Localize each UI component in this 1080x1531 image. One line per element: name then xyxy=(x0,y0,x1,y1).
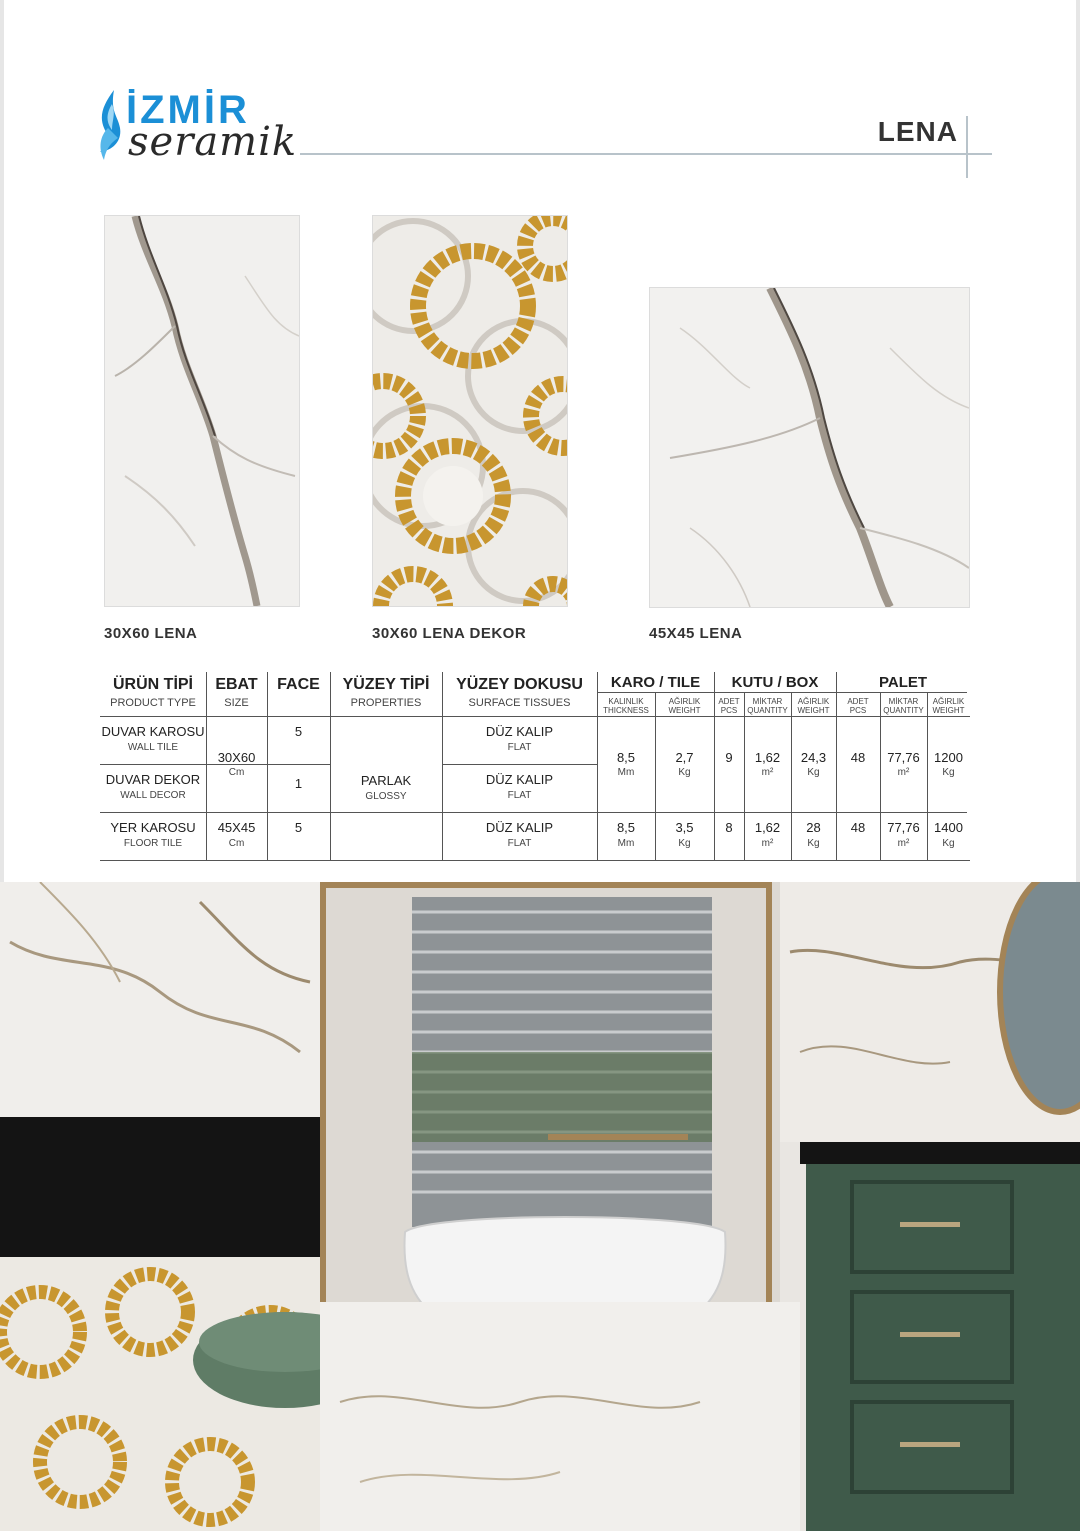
subheader-pallet-qty-en: QUANTITY xyxy=(883,706,924,715)
header-group-rule xyxy=(597,692,967,693)
tile-label-3: 45X45 LENA xyxy=(649,625,743,642)
subheader-box-pcs-en: PCS xyxy=(720,706,738,715)
subheader-box-weight xyxy=(791,697,836,715)
row1-type: DUVAR KAROSU xyxy=(101,724,205,739)
header-tile: KARO / TILE xyxy=(610,674,701,691)
floor-box-qty-unit: m² xyxy=(761,838,774,849)
tile-label-2: 30X60 LENA DEKOR xyxy=(372,625,527,642)
row3-face: 5 xyxy=(294,820,303,835)
floor-pallet-qty-unit: m² xyxy=(897,838,910,849)
subheader-pallet-weight-tr: AĞIRLIK xyxy=(932,697,965,706)
collection-title: LENA xyxy=(877,116,958,147)
subheader-thickness xyxy=(597,697,655,715)
tile-image-30x60-lena-dekor xyxy=(372,215,568,607)
header-surface-type: YÜZEY TİPİ xyxy=(342,676,430,693)
brand-name-bottom: seramik xyxy=(128,119,298,165)
wall-pallet-weight-unit: Kg xyxy=(942,767,955,778)
tile-image-45x45-lena xyxy=(649,287,970,608)
row1-face: 5 xyxy=(294,724,303,739)
subheader-pallet-pcs xyxy=(836,697,880,715)
wall-box-pcs: 9 xyxy=(725,750,733,765)
subheader-box-pcs-tr: ADET xyxy=(718,697,740,706)
row-rule-2b xyxy=(597,812,967,813)
floor-box-pcs: 8 xyxy=(725,820,733,835)
surface-type-value-en: GLOSSY xyxy=(365,791,407,802)
subheader-pallet-pcs-en: PCS xyxy=(849,706,867,715)
floor-size: 45X45 xyxy=(217,820,256,835)
row1-texture-en: FLAT xyxy=(507,742,532,753)
subheader-tile-weight xyxy=(655,697,714,715)
spec-table xyxy=(100,672,970,862)
header-surface-texture-en: SURFACE TISSUES xyxy=(468,697,571,709)
row2-face: 1 xyxy=(294,776,303,791)
floor-pallet-weight-unit: Kg xyxy=(942,838,955,849)
subheader-box-weight-en: WEIGHT xyxy=(797,706,830,715)
header-size: EBAT xyxy=(215,676,258,693)
wall-box-qty-unit: m² xyxy=(761,767,774,778)
row1-texture: DÜZ KALIP xyxy=(485,724,554,739)
floor-thickness-unit: Mm xyxy=(617,838,635,849)
row-rule-2 xyxy=(100,812,598,813)
subheader-thickness-en: THICKNESS xyxy=(603,706,649,715)
header-rule xyxy=(100,716,970,717)
row3-texture: DÜZ KALIP xyxy=(485,820,554,835)
header-divider xyxy=(966,116,968,178)
floor-box-weight-unit: Kg xyxy=(807,838,820,849)
wall-size: 30X60 xyxy=(217,750,256,765)
row-rule-1b xyxy=(442,764,598,765)
subheader-box-qty-tr: MİKTAR xyxy=(752,697,783,706)
bathroom-photo xyxy=(0,882,1080,1531)
header-rule xyxy=(300,153,992,155)
wall-thickness-unit: Mm xyxy=(617,767,635,778)
table-bottom-rule xyxy=(100,860,970,861)
row2-type: DUVAR DEKOR xyxy=(105,772,201,787)
header-product-type: ÜRÜN TİPİ xyxy=(113,676,193,693)
wall-tile-weight: 2,7 xyxy=(675,750,694,765)
header-box: KUTU / BOX xyxy=(731,674,819,691)
surface-type-value: PARLAK xyxy=(360,773,412,788)
row3-texture-en: FLAT xyxy=(507,838,532,849)
header-face: FACE xyxy=(277,676,320,693)
floor-pallet-qty: 77,76 xyxy=(887,820,920,835)
wall-size-unit: Cm xyxy=(228,767,245,778)
subheader-pallet-qty xyxy=(880,697,927,715)
header-surface-texture: YÜZEY DOKUSU xyxy=(456,676,583,693)
subheader-thickness-tr: KALINLIK xyxy=(608,697,644,706)
subheader-pallet-pcs-tr: ADET xyxy=(847,697,869,706)
wall-pallet-weight: 1200 xyxy=(934,750,963,765)
tile-image-30x60-lena xyxy=(104,215,300,607)
floor-tile-weight: 3,5 xyxy=(675,820,694,835)
row2-texture: DÜZ KALIP xyxy=(485,772,554,787)
subheader-tile-weight-tr: AĞIRLIK xyxy=(668,697,701,706)
floor-pallet-pcs: 48 xyxy=(850,820,866,835)
subheader-box-weight-tr: AĞIRLIK xyxy=(797,697,830,706)
subheader-tile-weight-en: WEIGHT xyxy=(668,706,701,715)
wall-thickness: 8,5 xyxy=(616,750,636,765)
wall-pallet-qty: 77,76 xyxy=(887,750,920,765)
wall-box-weight: 24,3 xyxy=(800,750,827,765)
floor-thickness: 8,5 xyxy=(616,820,636,835)
floor-pallet-weight: 1400 xyxy=(934,820,963,835)
wall-box-weight-unit: Kg xyxy=(807,767,820,778)
floor-box-qty: 1,62 xyxy=(754,820,781,835)
row2-type-en: WALL DECOR xyxy=(120,790,186,801)
floor-box-weight: 28 xyxy=(806,820,821,835)
subheader-pallet-qty-tr: MİKTAR xyxy=(888,697,919,706)
wall-box-qty: 1,62 xyxy=(754,750,781,765)
header-surface-type-en: PROPERTIES xyxy=(350,697,422,709)
row3-type-en: FLOOR TILE xyxy=(123,838,183,849)
subheader-pallet-weight-en: WEIGHT xyxy=(932,706,965,715)
subheader-box-qty xyxy=(744,697,791,715)
header-size-en: SIZE xyxy=(224,697,249,709)
row1-type-en: WALL TILE xyxy=(127,742,179,753)
row3-type: YER KAROSU xyxy=(110,820,196,835)
floor-tile-weight-unit: Kg xyxy=(678,838,691,849)
wall-pallet-pcs: 48 xyxy=(850,750,866,765)
header-pallet: PALET xyxy=(878,674,928,691)
brand-name-top: İZMİR xyxy=(126,88,250,132)
row2-texture-en: FLAT xyxy=(507,790,532,801)
wall-pallet-qty-unit: m² xyxy=(897,767,910,778)
subheader-pallet-weight xyxy=(927,697,970,715)
subheader-box-qty-en: QUANTITY xyxy=(747,706,788,715)
subheader-box-pcs xyxy=(714,697,744,715)
wall-tile-weight-unit: Kg xyxy=(678,767,691,778)
header-product-type-en: PRODUCT TYPE xyxy=(110,697,196,709)
brand-logo xyxy=(92,84,312,174)
floor-size-unit: Cm xyxy=(228,838,245,849)
tile-label-1: 30X60 LENA xyxy=(104,625,198,642)
